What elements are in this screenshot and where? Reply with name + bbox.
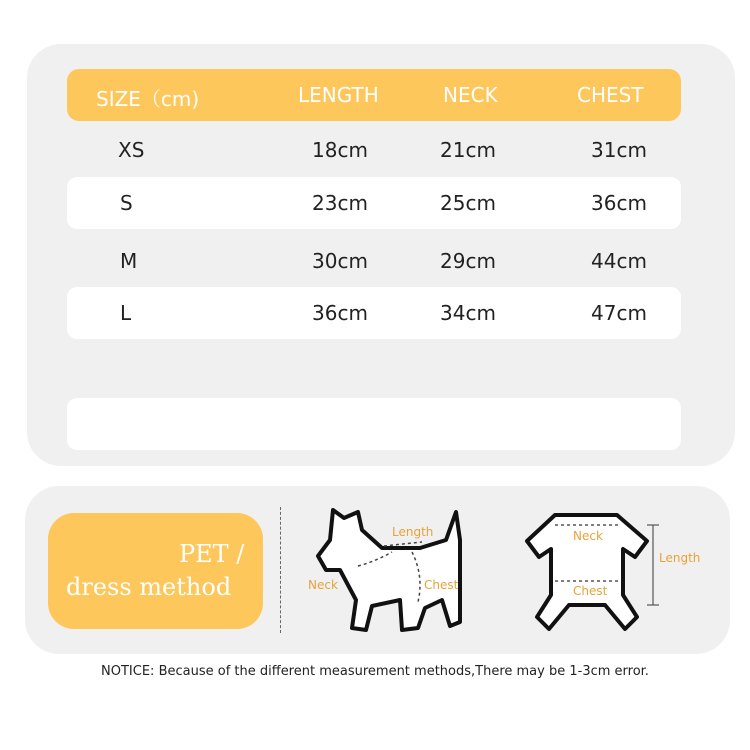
- row-size: XS: [118, 138, 145, 162]
- size-table-header: [67, 69, 681, 121]
- row-size: L: [120, 301, 132, 325]
- method-line-2: dress method: [66, 573, 232, 601]
- garment-neck-label: Neck: [573, 529, 603, 543]
- row-size: S: [120, 191, 133, 215]
- table-row: [67, 235, 681, 287]
- notice-text: NOTICE: Because of the different measurement methods,There may be 1-3cm error.: [101, 664, 649, 679]
- row-neck: 21cm: [440, 138, 496, 162]
- pet-dress-method-badge: [48, 513, 263, 629]
- dog-garment-icon: [525, 505, 710, 640]
- row-length: 36cm: [312, 301, 368, 325]
- row-chest: 44cm: [591, 249, 647, 273]
- garment-length-label: Length: [659, 551, 701, 565]
- header-neck: NECK: [443, 83, 498, 107]
- row-length: 18cm: [312, 138, 368, 162]
- header-length: LENGTH: [298, 83, 379, 107]
- row-neck: 25cm: [440, 191, 496, 215]
- row-size: M: [120, 249, 138, 273]
- header-chest: CHEST: [577, 83, 644, 107]
- row-chest: 36cm: [591, 191, 647, 215]
- table-row: [67, 177, 681, 229]
- dashed-divider: [280, 507, 281, 633]
- dog-chest-label: Chest: [424, 578, 459, 592]
- row-length: 30cm: [312, 249, 368, 273]
- row-neck: 29cm: [440, 249, 496, 273]
- row-chest: 31cm: [591, 138, 647, 162]
- table-row: [67, 287, 681, 339]
- garment-chest-label: Chest: [573, 584, 608, 598]
- table-row: [67, 124, 681, 176]
- dog-neck-label: Neck: [308, 578, 338, 592]
- dog-outline-icon: [300, 500, 475, 640]
- row-neck: 34cm: [440, 301, 496, 325]
- dog-length-label: Length: [392, 525, 434, 539]
- empty-table-row: [67, 398, 681, 450]
- method-line-1: PET /: [179, 540, 245, 568]
- row-chest: 47cm: [591, 301, 647, 325]
- row-length: 23cm: [312, 191, 368, 215]
- header-size: SIZE（cm): [96, 87, 200, 111]
